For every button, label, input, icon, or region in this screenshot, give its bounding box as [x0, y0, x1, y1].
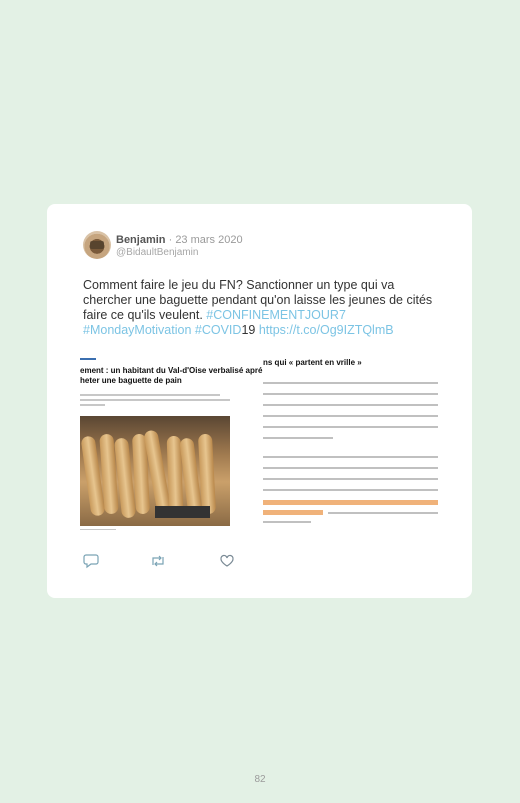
separator: ·	[168, 234, 173, 246]
text-line	[328, 512, 438, 514]
caption-line	[80, 529, 116, 530]
hashtag-link[interactable]: #COVID	[194, 323, 242, 337]
text-line	[263, 415, 438, 417]
text-line	[263, 393, 438, 395]
article-title-line: ement : un habitant du Val-d'Oise verbalisé apré	[80, 366, 263, 375]
tweet-media-image[interactable]	[80, 354, 440, 532]
text-line	[263, 456, 438, 458]
article-title	[80, 366, 263, 386]
article-clipping-left	[80, 354, 263, 532]
price-tag	[155, 506, 210, 518]
hashtag-link[interactable]: #CONFINEMENTJOUR7	[206, 308, 346, 322]
text-line	[80, 394, 220, 396]
highlighted-line	[263, 510, 323, 515]
article-clipping-right	[263, 354, 440, 532]
article-title: ns qui « partent en vrille »	[263, 358, 362, 367]
author-name[interactable]: Benjamin	[116, 234, 166, 246]
tweet-header	[116, 234, 243, 246]
url-link[interactable]: https://t.co/Og9IZTQlmB	[258, 323, 394, 337]
hashtag-link[interactable]: #MondayMotivation	[83, 323, 192, 337]
text-line	[80, 399, 230, 401]
text-line	[80, 404, 105, 406]
text-line	[263, 426, 438, 428]
author-handle[interactable]: @BidaultBenjamin	[116, 247, 199, 258]
highlighted-line	[263, 500, 438, 505]
hashtag-suffix: 19	[241, 323, 256, 337]
avatar[interactable]	[83, 231, 111, 259]
reply-icon[interactable]	[83, 554, 99, 568]
tweet-text	[83, 278, 438, 338]
divider	[80, 358, 96, 360]
tweet-card	[47, 204, 472, 598]
text-line	[263, 467, 438, 469]
baguette-shape	[198, 434, 216, 515]
article-subtitle-line: heter une baguette de pain	[80, 376, 182, 385]
tweet-date[interactable]: 23 mars 2020	[175, 234, 243, 246]
tweet-body: Comment faire le jeu du FN? Sanctionner un type qui va chercher une baguette pendant qu'on laisse les jeunes de cités faire ce qu'ils veulent.	[83, 278, 433, 322]
text-line	[263, 382, 438, 384]
like-icon[interactable]	[219, 554, 235, 568]
text-line	[263, 437, 333, 439]
baguette-photo	[80, 416, 230, 526]
text-line	[263, 404, 438, 406]
text-line	[263, 521, 311, 523]
text-line	[263, 489, 438, 491]
page-number: 82	[254, 774, 266, 785]
retweet-icon[interactable]	[150, 554, 166, 568]
text-line	[263, 478, 438, 480]
